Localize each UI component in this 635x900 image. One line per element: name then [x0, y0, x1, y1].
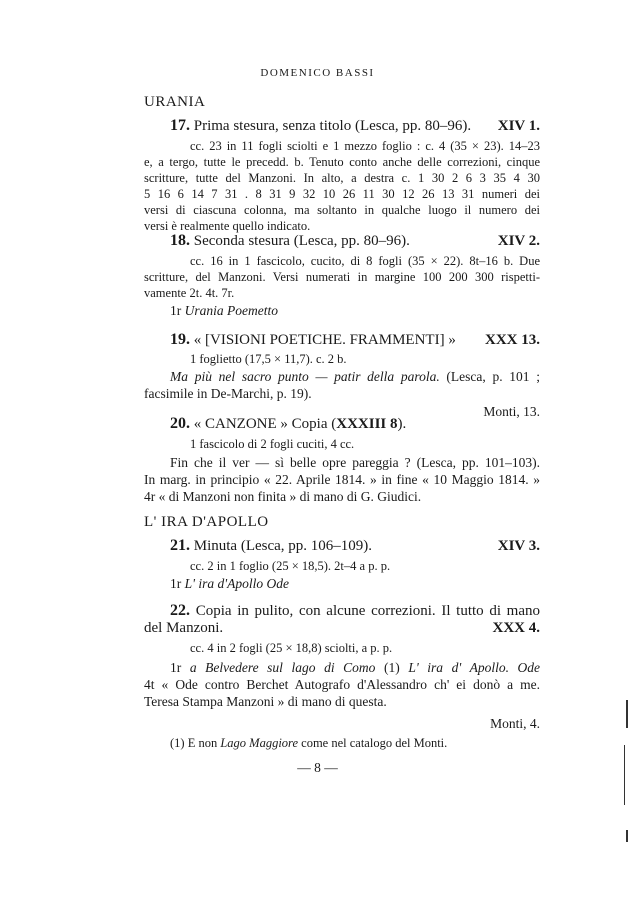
entry-17-line-1: cc. 23 in 11 fogli sciolti e 1 mezzo foglio : c. 4 (35 × 23). 14–23 — [190, 139, 540, 153]
entry-title: Prima stesura, senza titolo (Lesca, pp. 80–96). — [193, 118, 472, 134]
recto-title: Urania Poemetto — [184, 303, 278, 318]
entry-20-heading — [170, 415, 406, 433]
entry-17-line-3: scritture, tutte del Manzoni. In alto, a destra c. 1 30 2 6 3 35 4 30 — [144, 171, 540, 185]
entry-22-signature: XXX 4. — [492, 620, 540, 636]
recto-title-2: L' ira d' Apollo. Ode — [408, 660, 541, 675]
entry-22-title-line-2: del Manzoni. — [144, 620, 224, 636]
entry-21-signature: XIV 3. — [497, 538, 540, 554]
entry-19-signature: XXX 13. — [485, 332, 540, 348]
entry-number: 21. — [170, 537, 190, 554]
section-title-urania: URANIA — [144, 94, 206, 110]
entry-22-line-4t: 4t « Ode contro Berchet Autografo d'Alessandro ch' ei donò a me. — [144, 677, 540, 692]
entry-title-signature: XXXIII 8 — [336, 416, 398, 432]
entry-title-pre: « CANZONE » Copia ( — [193, 416, 337, 432]
entry-17-line-5: versi di ciascuna colonna, ma soltanto in qualche luogo il numero dei — [144, 203, 540, 217]
entry-18-line-1: cc. 16 in 1 fascicolo, cucito, di 8 fogli (35 × 22). 8t–16 b. Due — [190, 254, 540, 268]
recto-marker: 1r — [170, 303, 182, 318]
entry-title: Minuta (Lesca, pp. 106–109). — [193, 538, 373, 554]
entry-17-line-2: e, a tergo, tutte le precedd. b. Tenuto conto anche delle correzioni, cinque — [144, 155, 540, 169]
incipit-reference: (Lesca, p. 101 ; — [446, 369, 540, 384]
footnote-reference: (1) — [383, 660, 400, 675]
entry-21-recto — [170, 576, 289, 592]
entry-17-line-6: versi è realmente quello indicato. — [144, 219, 311, 233]
entry-19-provenance: Monti, 13. — [483, 404, 540, 419]
entry-19-heading — [170, 331, 456, 349]
recto-marker: 1r — [170, 660, 182, 675]
entry-17-heading — [170, 117, 471, 135]
entry-18-line-2: scritture, del Manzoni. Versi numerati in margine 100 200 300 rispetti- — [144, 270, 540, 284]
footnote-prefix: (1) E non — [170, 736, 218, 750]
entry-22-recto — [170, 660, 540, 676]
entry-title: « [VISIONI POETICHE. FRAMMENTI] » — [193, 332, 456, 348]
entry-number: 22. — [170, 602, 190, 619]
entry-number: 19. — [170, 331, 190, 348]
entry-number: 17. — [170, 117, 190, 134]
running-header: DOMENICO BASSI — [260, 67, 375, 79]
section-title-ira-d-apollo: L' IRA D'APOLLO — [144, 514, 269, 530]
entry-title-post: ). — [397, 416, 407, 432]
recto-title-1: a Belvedere sul lago di Como — [189, 660, 376, 675]
entry-number: 18. — [170, 232, 190, 249]
entry-17-signature: XIV 1. — [497, 118, 540, 134]
footnote-italic: Lago Maggiore — [220, 736, 299, 750]
entry-20-line-1: Fin che il ver — sì belle opre pareggia ? (Lesca, pp. 101–103). — [170, 455, 540, 470]
incipit-text: Ma più nel sacro punto — patir della parola. — [170, 369, 440, 384]
entry-18-signature: XIV 2. — [497, 233, 540, 249]
recto-marker: 1r — [170, 576, 182, 591]
entry-18-recto — [170, 303, 278, 319]
entry-20-line-3: 4r « di Manzoni non finita » di mano di G. Giudici. — [144, 489, 422, 504]
entry-20-line-2: In marg. in principio « 22. Aprile 1814. » in fine « 10 Maggio 1814. » — [144, 472, 540, 487]
entry-title: Seconda stesura (Lesca, pp. 80–96). — [193, 233, 410, 249]
entry-22-description: cc. 4 in 2 fogli (25 × 18,8) sciolti, a p. p. — [190, 641, 393, 655]
entry-19-description: 1 foglietto (17,5 × 11,7). c. 2 b. — [190, 352, 347, 366]
scan-edge-mark — [626, 700, 628, 728]
entry-number: 20. — [170, 415, 190, 432]
entry-22-provenance: Monti, 4. — [490, 716, 540, 731]
entry-21-description: cc. 2 in 1 foglio (25 × 18,5). 2t–4 a p. p. — [190, 559, 391, 573]
page-number: — 8 — — [297, 760, 338, 775]
entry-18-heading — [170, 232, 410, 250]
entry-18-line-3: vamente 2t. 4t. 7r. — [144, 286, 235, 300]
footnote-suffix: come nel catalogo del Monti. — [301, 736, 448, 750]
entry-21-heading — [170, 537, 372, 555]
entry-17-line-4: 5 16 6 14 7 31 . 8 31 9 32 10 26 11 30 12 26 13 31 numeri dei — [144, 187, 540, 201]
entry-19-incipit — [170, 369, 540, 385]
entry-title: Copia in pulito, con alcune correzioni. Il tutto di mano — [195, 603, 541, 619]
scan-edge-mark — [626, 830, 628, 842]
entry-22-line-last: Teresa Stampa Manzoni » di mano di questa. — [144, 694, 387, 709]
scan-edge-mark — [624, 745, 625, 805]
entry-20-description: 1 fascicolo di 2 fogli cuciti, 4 cc. — [190, 437, 355, 451]
footnote — [170, 736, 447, 751]
recto-title: L' ira d'Apollo Ode — [184, 576, 290, 591]
entry-19-line-2: facsimile in De-Marchi, p. 19). — [144, 386, 312, 401]
entry-22-heading — [170, 602, 540, 620]
